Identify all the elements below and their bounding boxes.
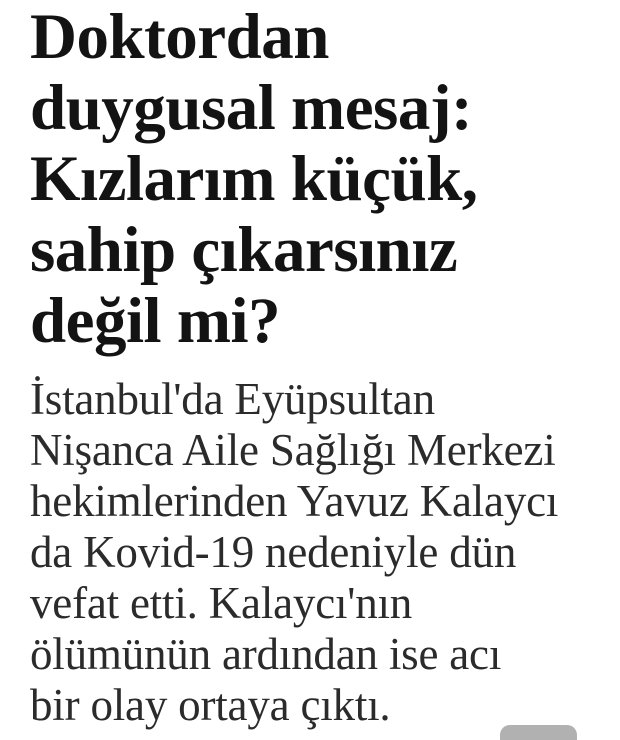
headline-line: Kızlarım küçük, — [30, 143, 478, 215]
article-body — [30, 374, 610, 731]
body-line: hekimlerinden Yavuz Kalaycı — [30, 476, 559, 526]
headline-line: duygusal mesaj: — [30, 72, 473, 144]
headline-line: değil mi? — [30, 285, 281, 357]
body-line: bir olay ortaya çıktı. — [30, 680, 391, 730]
headline-line: Doktordan — [30, 1, 329, 73]
body-line: vefat etti. Kalaycı'nın — [30, 578, 413, 628]
body-line: İstanbul'da Eyüpsultan — [30, 374, 435, 424]
body-line: da Kovid-19 nedeniyle dün — [30, 527, 517, 577]
body-line: ölümünün ardından ise acı — [30, 629, 502, 679]
bottom-sheet-handle[interactable] — [500, 725, 577, 740]
body-line: Nişanca Aile Sağlığı Merkezi — [30, 425, 556, 475]
article-headline — [0, 0, 620, 357]
headline-line: sahip çıkarsınız — [30, 214, 458, 286]
